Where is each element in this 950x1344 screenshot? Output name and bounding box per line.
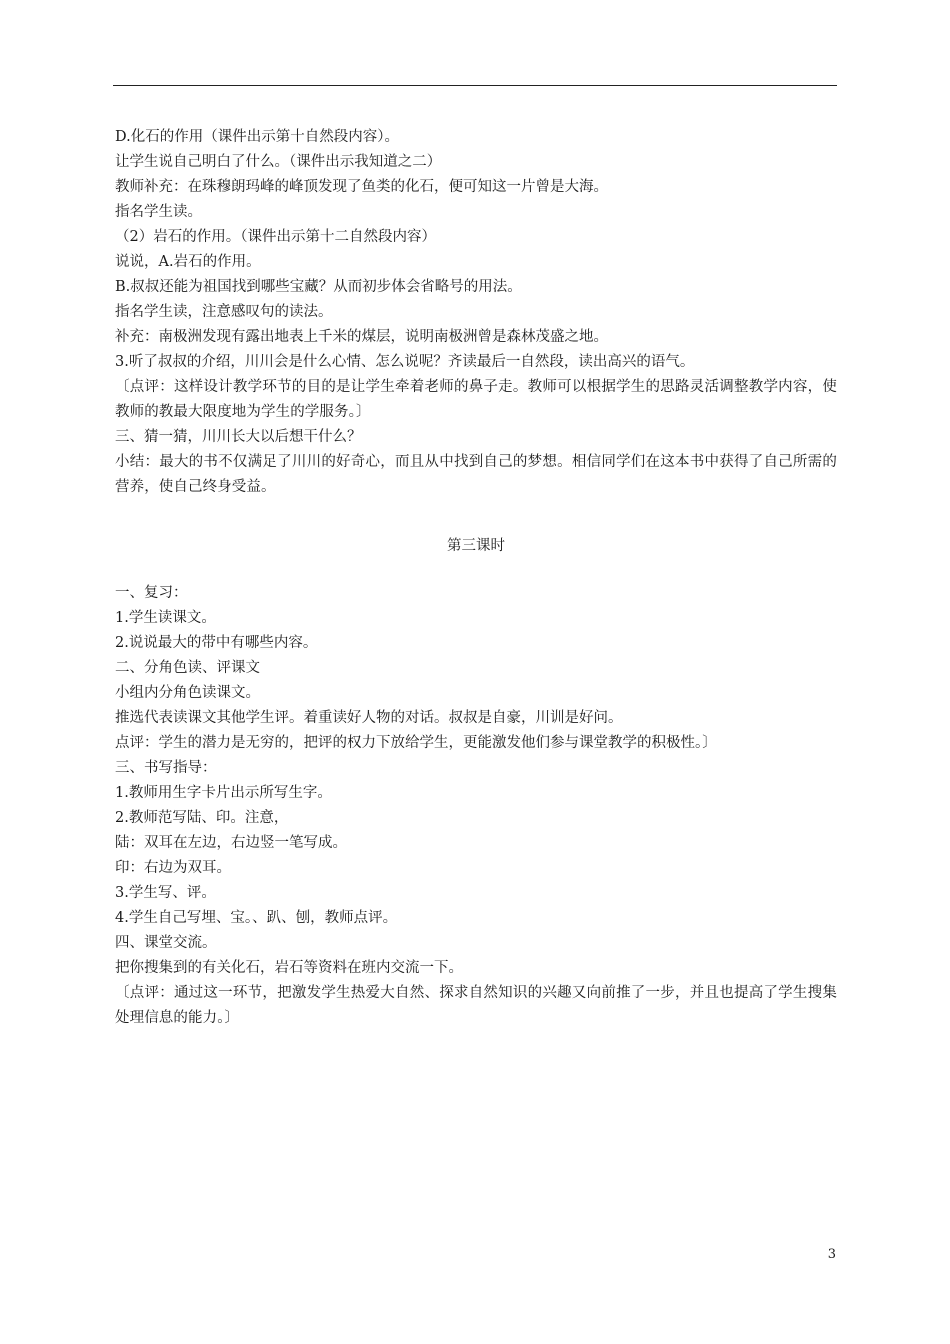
section-heading: 第三课时: [447, 538, 505, 554]
text-line: 四、课堂交流。: [115, 935, 217, 951]
page-number: 3: [827, 1247, 836, 1262]
text-line: 二、分角色读、评课文: [115, 660, 260, 676]
text-line: 把你搜集到的有关化石，岩石等资料在班内交流一下。: [115, 960, 463, 976]
summary-paragraph: 小结：最大的书不仅满足了川川的好奇心，而且从中找到自己的梦想。相信同学们在这本书中获得了自己所需的营养，使自己终身受益。: [115, 454, 837, 495]
text-line: 指名学生读。: [115, 204, 202, 220]
text-line: 小组内分角色读课文。: [115, 685, 260, 701]
text-line: 补充：南极洲发现有露出地表上千米的煤层，说明南极洲曾是森林茂盛之地。: [115, 329, 608, 345]
text-line: 3.学生写、评。: [115, 885, 216, 901]
text-line: 1.教师用生字卡片出示所写生字。: [115, 785, 332, 801]
comment-paragraph: 〔点评：这样设计教学环节的目的是让学生牵着老师的鼻子走。教师可以根据学生的思路灵活调整教学内容，使教师的教最大限度地为学生的学服务。〕: [115, 379, 837, 420]
text-line: （2）岩石的作用。（课件出示第十二自然段内容）: [115, 229, 436, 245]
block2: [115, 581, 837, 981]
text-line: 说说，A.岩石的作用。: [115, 254, 261, 270]
text-line: 指名学生读，注意感叹句的读法。: [115, 304, 333, 320]
text-line: 2.说说最大的带中有哪些内容。: [115, 635, 318, 651]
text-line: 陆：双耳在左边，右边竖一笔写成。: [115, 835, 347, 851]
document-body: [115, 125, 837, 1031]
text-line: 一、复习：: [115, 585, 188, 601]
text-line: 2.教师范写陆、印。注意，: [115, 810, 289, 826]
text-line: 1.学生读课文。: [115, 610, 216, 626]
comment-paragraph: 〔点评：通过这一环节，把激发学生热爱大自然、探求自然知识的兴趣又向前推了一步，并且也提高了学生搜集处理信息的能力。〕: [115, 985, 837, 1026]
text-line: 印：右边为双耳。: [115, 860, 231, 876]
header-rule: [113, 85, 837, 86]
text-line: 推选代表读课文其他学生评。着重读好人物的对话。叔叔是自豪，川训是好问。: [115, 710, 623, 726]
text-line: 三、猜一猜，川川长大以后想干什么？: [115, 429, 362, 445]
text-line: 让学生说自己明白了什么。（课件出示我知道之二）: [115, 154, 442, 170]
text-line: 点评：学生的潜力是无穷的，把评的权力下放给学生，更能激发他们参与课堂教学的积极性。〕: [115, 735, 717, 751]
text-line: 教师补充：在珠穆朗玛峰的峰顶发现了鱼类的化石，便可知这一片曾是大海。: [115, 179, 608, 195]
text-line: D.化石的作用（课件出示第十自然段内容）。: [115, 129, 399, 145]
text-line: 三、书写指导：: [115, 760, 217, 776]
text-line: 3.听了叔叔的介绍，川川会是什么心情、怎么说呢？齐读最后一自然段，读出高兴的语气。: [115, 354, 695, 370]
text-line: B.叔叔还能为祖国找到哪些宝藏？从而初步体会省略号的用法。: [115, 279, 522, 295]
block1: [115, 125, 837, 375]
text-line: 4.学生自己写埋、宝。、趴、刨，教师点评。: [115, 910, 398, 926]
